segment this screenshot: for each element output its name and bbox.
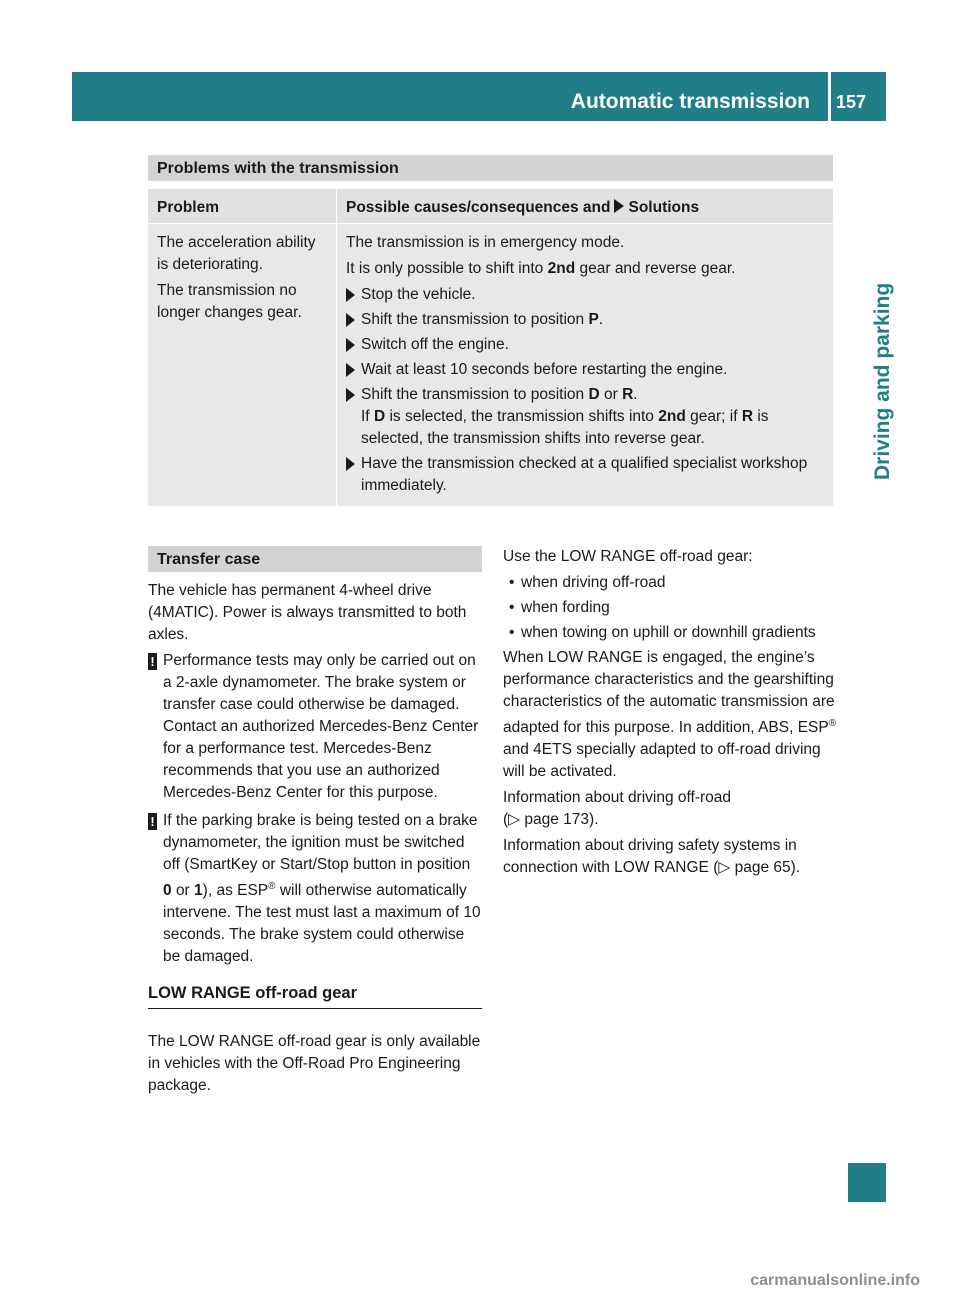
table-title: Problems with the transmission — [148, 155, 833, 181]
table-cell-problem — [148, 224, 336, 506]
list-item: • when driving off-road — [509, 574, 666, 591]
low-range-intro: The LOW RANGE off-road gear is only available in vehicles with the Off-Road Pro Engineering package. — [148, 1033, 481, 1094]
right-column — [503, 546, 837, 883]
solution-step: Have the transmission checked at a qualified specialist workshop immediately. — [346, 453, 827, 497]
cause-text: It is only possible to shift into 2nd gear and reverse gear. — [346, 260, 736, 277]
section-heading-low-range: LOW RANGE off-road gear — [148, 982, 482, 1009]
arrow-right-icon — [614, 199, 624, 213]
step-arrow-icon — [346, 457, 355, 471]
step-arrow-icon — [346, 388, 355, 402]
section-heading-transfer-case: Transfer case — [148, 546, 482, 572]
list-item: • when fording — [509, 599, 610, 616]
header-divider — [828, 72, 831, 121]
transfer-intro: The vehicle has permanent 4-wheel drive (4MATIC). Power is always transmitted to both axles. — [148, 582, 467, 643]
warning-icon: ! — [148, 653, 157, 670]
warning-icon: ! — [148, 813, 157, 830]
chapter-title: Automatic transmission — [570, 90, 810, 113]
solution-step: Stop the vehicle. — [346, 284, 827, 306]
problem-text: The acceleration ability is deteriorating. — [157, 234, 316, 273]
page-header — [72, 72, 886, 121]
cause-text: The transmission is in emergency mode. — [346, 234, 625, 251]
solution-step: Switch off the engine. — [346, 334, 827, 356]
warning-note: ! Performance tests may only be carried out on a 2-axle dynamometer. The brake system or transfer case could otherwise be damaged. Contact an authorized Mercedes-Benz Center for a performance test. Mercedes-Benz recommends that you use an authorized Mercedes-Benz Center for this purpose. — [148, 650, 482, 804]
table-header-solutions: Possible causes/consequences and Solutions — [337, 189, 833, 223]
cross-reference-offroad[interactable]: Information about driving off-road (▷ page 173). — [503, 789, 732, 828]
side-tab-marker — [848, 1163, 886, 1202]
solution-step: Wait at least 10 seconds before restarting the engine. — [346, 359, 827, 381]
table-header-problem: Problem — [148, 189, 336, 223]
cross-reference-safety[interactable]: Information about driving safety systems in connection with LOW RANGE (▷ page 65). — [503, 837, 801, 876]
step-arrow-icon — [346, 338, 355, 352]
solution-step: Shift the transmission to position P. — [346, 309, 827, 331]
left-column — [148, 546, 482, 1101]
low-range-description: When LOW RANGE is engaged, the engine’s performance characteristics and the gearshifting characteristics of the automatic transmission are adapted for this purpose. In addition, ABS, ESP® and 4ETS specially adapted to off-road driving will be activated. — [503, 649, 837, 780]
solution-step: Shift the transmission to position D or R. If D is selected, the transmission shifts into 2nd gear; if R is selected, the transmission shifts into reverse gear. — [346, 384, 827, 450]
warning-note: ! If the parking brake is being tested on a brake dynamometer, the ignition must be switched off (SmartKey or Start/Stop button in position 0 or 1), as ESP® will otherwise automatically intervene. The test must last a maximum of 10 seconds. The brake system could otherwise be damaged. — [148, 810, 482, 968]
problem-text: The transmission no longer changes gear. — [157, 282, 302, 321]
use-label: Use the LOW RANGE off-road gear: — [503, 548, 753, 565]
side-section-label: Driving and parking — [871, 282, 894, 480]
site-watermark: carmanualsonline.info — [750, 1272, 920, 1289]
step-arrow-icon — [346, 313, 355, 327]
step-arrow-icon — [346, 363, 355, 377]
page-number: 157 — [836, 92, 867, 112]
table-cell-solutions — [337, 224, 833, 506]
list-item: • when towing on uphill or downhill gradients — [509, 624, 816, 641]
step-arrow-icon — [346, 288, 355, 302]
